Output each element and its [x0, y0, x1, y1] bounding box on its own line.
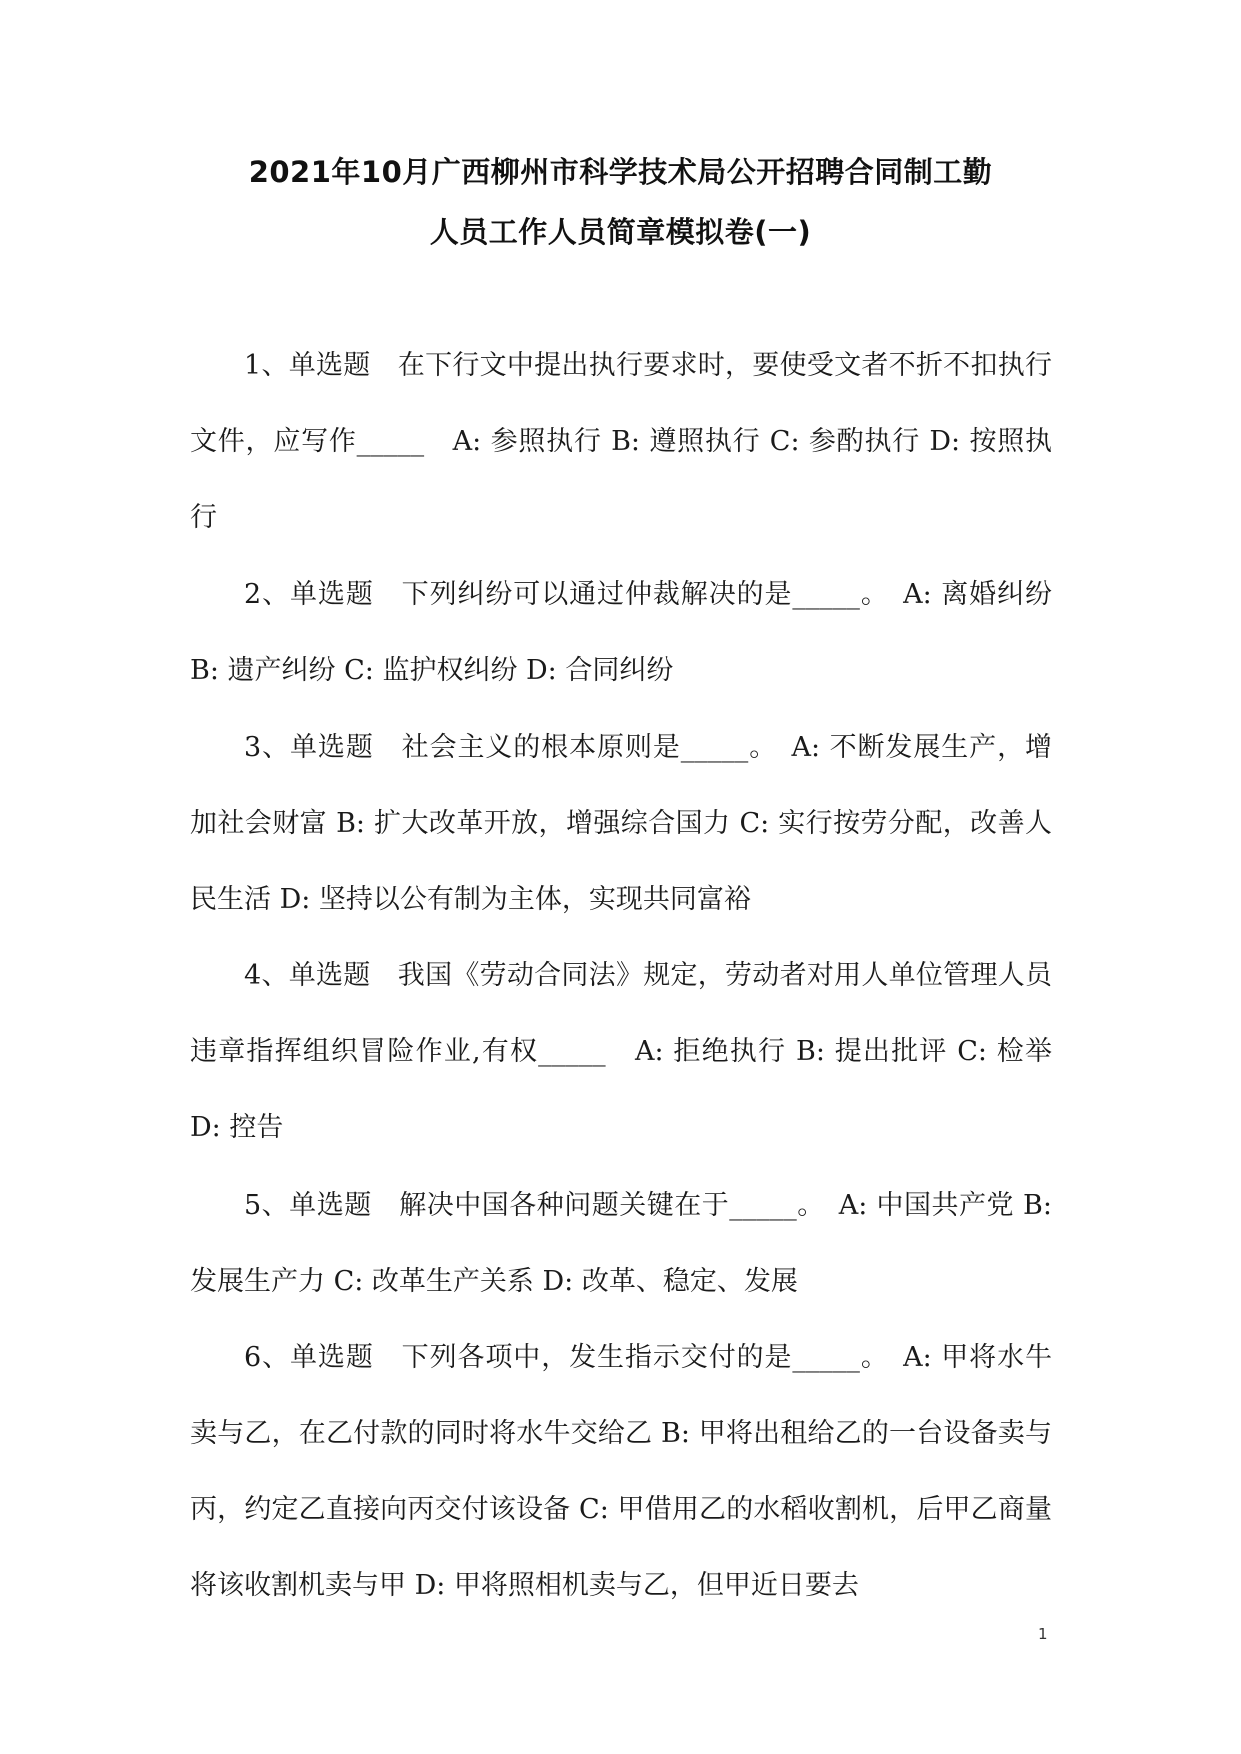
question-5: 5、单选题 解决中国各种问题关键在于_____。 A: 中国共产党 B: 发展生产力 C: 改革生产关系 D: 改革、稳定、发展	[190, 1190, 1052, 1297]
question-3: 3、单选题 社会主义的根本原则是_____。 A: 不断发展生产，增加社会财富 B: 扩大改革开放，增强综合国力 C: 实行按劳分配，改善人民生活 D: 坚持以公有制为主体，实现共同富裕	[190, 732, 1052, 915]
page-number: 1	[1038, 1625, 1048, 1643]
document-title-line-2: 人员工作人员简章模拟卷(一)	[429, 215, 812, 249]
question-4: 4、单选题 我国《劳动合同法》规定，劳动者对用人单位管理人员违章指挥组织冒险作业,有权_____ A: 拒绝执行 B: 提出批评 C: 检举 D: 控告	[190, 960, 1052, 1143]
question-1: 1、单选题 在下行文中提出执行要求时，要使受文者不折不扣执行文件，应写作_____ A: 参照执行 B: 遵照执行 C: 参酌执行 D: 按照执行	[190, 350, 1053, 533]
question-6: 6、单选题 下列各项中，发生指示交付的是_____。 A: 甲将水牛卖与乙，在乙付款的同时将水牛交给乙 B: 甲将出租给乙的一台设备卖与丙，约定乙直接向丙交付该设备 C: 甲借用乙的水稻收割机，后甲乙商量将该收割机卖与甲 D: 甲将照相机卖与乙，但甲近日要去	[190, 1342, 1052, 1601]
document-title-line-1: 2021年10月广西柳州市科学技术局公开招聘合同制工勤	[248, 155, 993, 189]
question-2: 2、单选题 下列纠纷可以通过仲裁解决的是_____。 A: 离婚纠纷 B: 遗产纠纷 C: 监护权纠纷 D: 合同纠纷	[190, 579, 1052, 686]
